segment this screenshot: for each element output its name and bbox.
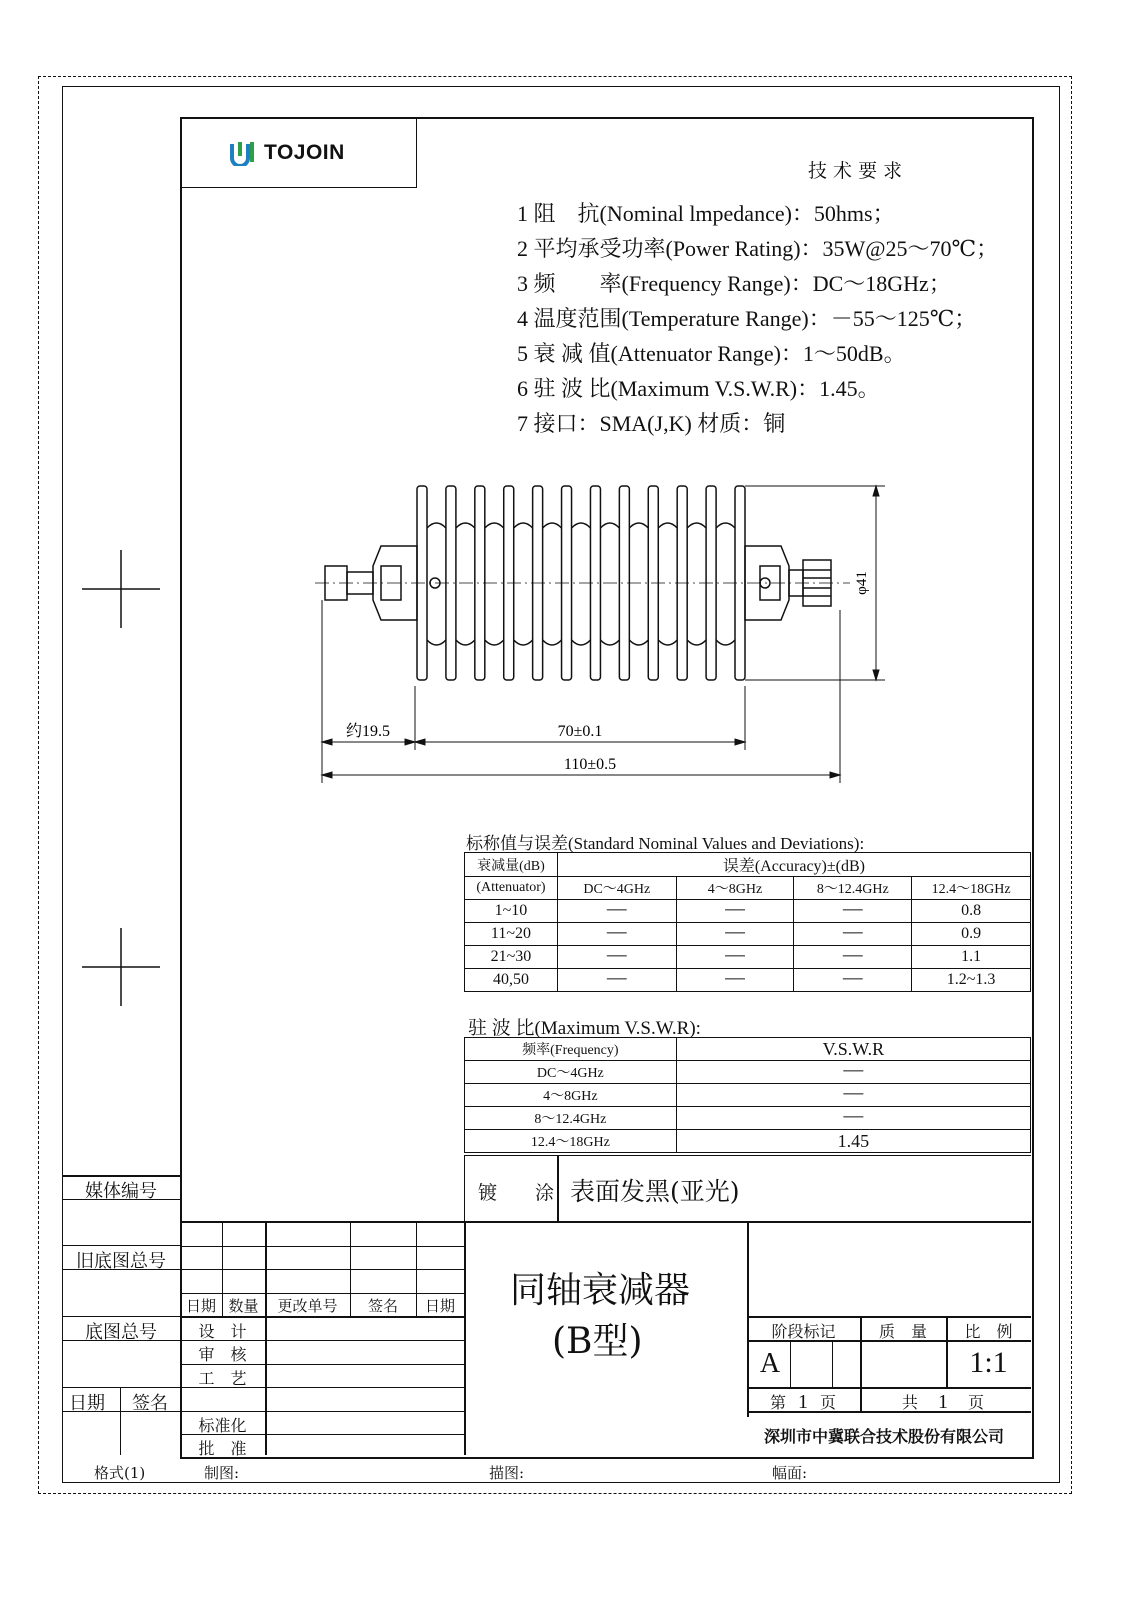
vswr-cell: ──	[676, 1107, 1030, 1130]
dim-left-length: 约19.5	[345, 723, 391, 740]
col-attenuator-cn: 衰减量(dB)	[465, 853, 558, 877]
role-design: 设 计	[198, 1324, 247, 1341]
fin-gap	[600, 523, 619, 645]
table-row	[465, 900, 1031, 923]
dim-total-length: 110±0.5	[563, 756, 617, 773]
accuracy-cell: ──	[557, 923, 676, 946]
product-name: 同轴衰减器	[510, 1270, 691, 1311]
nominal-table	[464, 852, 1031, 992]
attn-value: 21~30	[465, 946, 558, 969]
col-freq: 8～12.4GHz	[794, 877, 912, 900]
fin-gap	[456, 523, 475, 645]
plating-label: 镀 涂	[478, 1182, 555, 1204]
total-no: 1	[938, 1391, 949, 1413]
footer-drawn: 制图:	[204, 1464, 240, 1482]
role-standardization: 标准化	[198, 1418, 247, 1435]
company-name: 深圳市中冀联合技术股份有限公司	[764, 1429, 1005, 1446]
accuracy-cell: 0.8	[912, 900, 1031, 923]
col-freq: 12.4～18GHz	[912, 877, 1031, 900]
base-drawing-no-label: 底图总号	[85, 1322, 157, 1342]
attenuator-drawing	[300, 470, 900, 800]
tech-heading: 技 术 要 求	[808, 160, 903, 182]
dim-body-length: 70±0.1	[557, 723, 603, 740]
col-accuracy: 误差(Accuracy)±(dB)	[557, 853, 1030, 877]
table-row	[465, 946, 1031, 969]
table-row	[465, 923, 1031, 946]
table-row	[465, 1084, 1031, 1107]
vswr-cell: ──	[676, 1061, 1030, 1084]
col-vswr: V.S.W.R	[676, 1038, 1030, 1061]
accuracy-cell: ──	[794, 900, 912, 923]
attn-value: 40,50	[465, 969, 558, 992]
scale-label: 比 例	[964, 1324, 1013, 1341]
stage-value: A	[759, 1348, 781, 1379]
accuracy-cell: ──	[794, 969, 912, 992]
registration-cross-upper	[82, 550, 160, 628]
footer-traced: 描图:	[489, 1464, 525, 1482]
attn-value: 1~10	[465, 900, 558, 923]
tech-item-1: 1 阻 抗(Nominal lmpedance)：50hms；	[517, 201, 895, 226]
fin-gap	[485, 523, 504, 645]
accuracy-cell: ──	[676, 900, 794, 923]
table-row	[465, 1130, 1031, 1153]
col-freq: 4～8GHz	[676, 877, 794, 900]
role-process: 工 艺	[198, 1371, 247, 1388]
vswr-table	[464, 1037, 1031, 1153]
rev-header-date: 日期	[185, 1299, 216, 1315]
fin-gap	[514, 523, 533, 645]
accuracy-cell: 1.2~1.3	[912, 969, 1031, 992]
tech-item-6: 6 驻 波 比(Maximum V.S.W.R)：1.45。	[517, 376, 880, 401]
accuracy-cell: ──	[676, 923, 794, 946]
fin-gap	[629, 523, 648, 645]
table-row	[465, 1061, 1031, 1084]
accuracy-cell: ──	[676, 969, 794, 992]
product-type: (B型)	[552, 1321, 643, 1362]
table-row	[465, 1107, 1031, 1130]
total-prefix: 共	[902, 1395, 919, 1412]
revision-block	[180, 1221, 464, 1458]
col-frequency: 频率(Frequency)	[465, 1038, 677, 1061]
accuracy-cell: ──	[557, 969, 676, 992]
col-attenuator-en: (Attenuator)	[465, 877, 558, 900]
rev-header-sign: 签名	[367, 1299, 398, 1315]
left-column	[62, 1175, 180, 1455]
accuracy-cell: ──	[794, 923, 912, 946]
tech-item-5: 5 衰 减 值(Attenuator Range)：1～50dB。	[517, 341, 906, 366]
rev-header-qty: 数量	[228, 1299, 259, 1315]
media-no-label: 媒体编号	[85, 1181, 157, 1201]
plating-value: 表面发黑(亚光)	[570, 1177, 740, 1206]
vswr-cell: ──	[676, 1084, 1030, 1107]
role-approve: 批 准	[198, 1441, 247, 1458]
footer-format: 格式(1)	[94, 1464, 146, 1482]
accuracy-cell: ──	[676, 946, 794, 969]
tech-item-7: 7 接口：SMA(J,K) 材质：铜	[517, 411, 786, 436]
frequency-cell: 4～8GHz	[465, 1084, 677, 1107]
page-no: 1	[798, 1391, 809, 1413]
tojoin-logo-icon	[230, 140, 260, 166]
footer-sheet: 幅面:	[772, 1464, 808, 1482]
rev-header-change-no: 更改单号	[277, 1299, 338, 1315]
accuracy-cell: 1.1	[912, 946, 1031, 969]
accuracy-cell: ──	[557, 900, 676, 923]
date-label: 日期	[69, 1393, 105, 1413]
fin-gap	[572, 523, 591, 645]
fin-gap	[543, 523, 562, 645]
accuracy-cell: ──	[794, 946, 912, 969]
page-number	[770, 1390, 836, 1414]
fin-gap	[687, 523, 706, 645]
tech-item-4: 4 温度范围(Temperature Range)：－55～125℃；	[517, 306, 977, 331]
nominal-table-title: 标称值与误差(Standard Nominal Values and Deviations):	[466, 834, 865, 853]
fin-gap	[658, 523, 677, 645]
vswr-cell: 1.45	[676, 1130, 1030, 1153]
page-suffix: 页	[820, 1395, 837, 1412]
logo-text: TOJOIN	[264, 141, 345, 164]
dim-diameter: φ41	[854, 571, 870, 595]
fin-gap	[716, 523, 735, 645]
frequency-cell: 12.4～18GHz	[465, 1130, 677, 1153]
quality-label: 质 量	[878, 1324, 927, 1341]
col-freq: DC～4GHz	[557, 877, 676, 900]
registration-cross-lower	[82, 928, 160, 1006]
page-prefix: 第	[770, 1395, 787, 1412]
accuracy-cell: 0.9	[912, 923, 1031, 946]
page-total	[902, 1390, 984, 1414]
rev-header-date-2: 日期	[424, 1299, 455, 1315]
tech-item-3: 3 频 率(Frequency Range)：DC～18GHz；	[517, 271, 951, 296]
scale-value: 1:1	[969, 1346, 1008, 1379]
attn-value: 11~20	[465, 923, 558, 946]
table-row	[465, 969, 1031, 992]
frequency-cell: DC～4GHz	[465, 1061, 677, 1084]
tech-item-2: 2 平均承受功率(Power Rating)：35W@25～70℃；	[517, 236, 999, 261]
sign-label: 签名	[132, 1393, 168, 1413]
frequency-cell: 8～12.4GHz	[465, 1107, 677, 1130]
accuracy-cell: ──	[557, 946, 676, 969]
vswr-table-title: 驻 波 比(Maximum V.S.W.R):	[468, 1018, 701, 1039]
total-suffix: 页	[968, 1395, 985, 1412]
old-drawing-no-label: 旧底图总号	[76, 1251, 166, 1271]
stage-label: 阶段标记	[771, 1324, 836, 1341]
role-review: 审 核	[198, 1347, 247, 1364]
